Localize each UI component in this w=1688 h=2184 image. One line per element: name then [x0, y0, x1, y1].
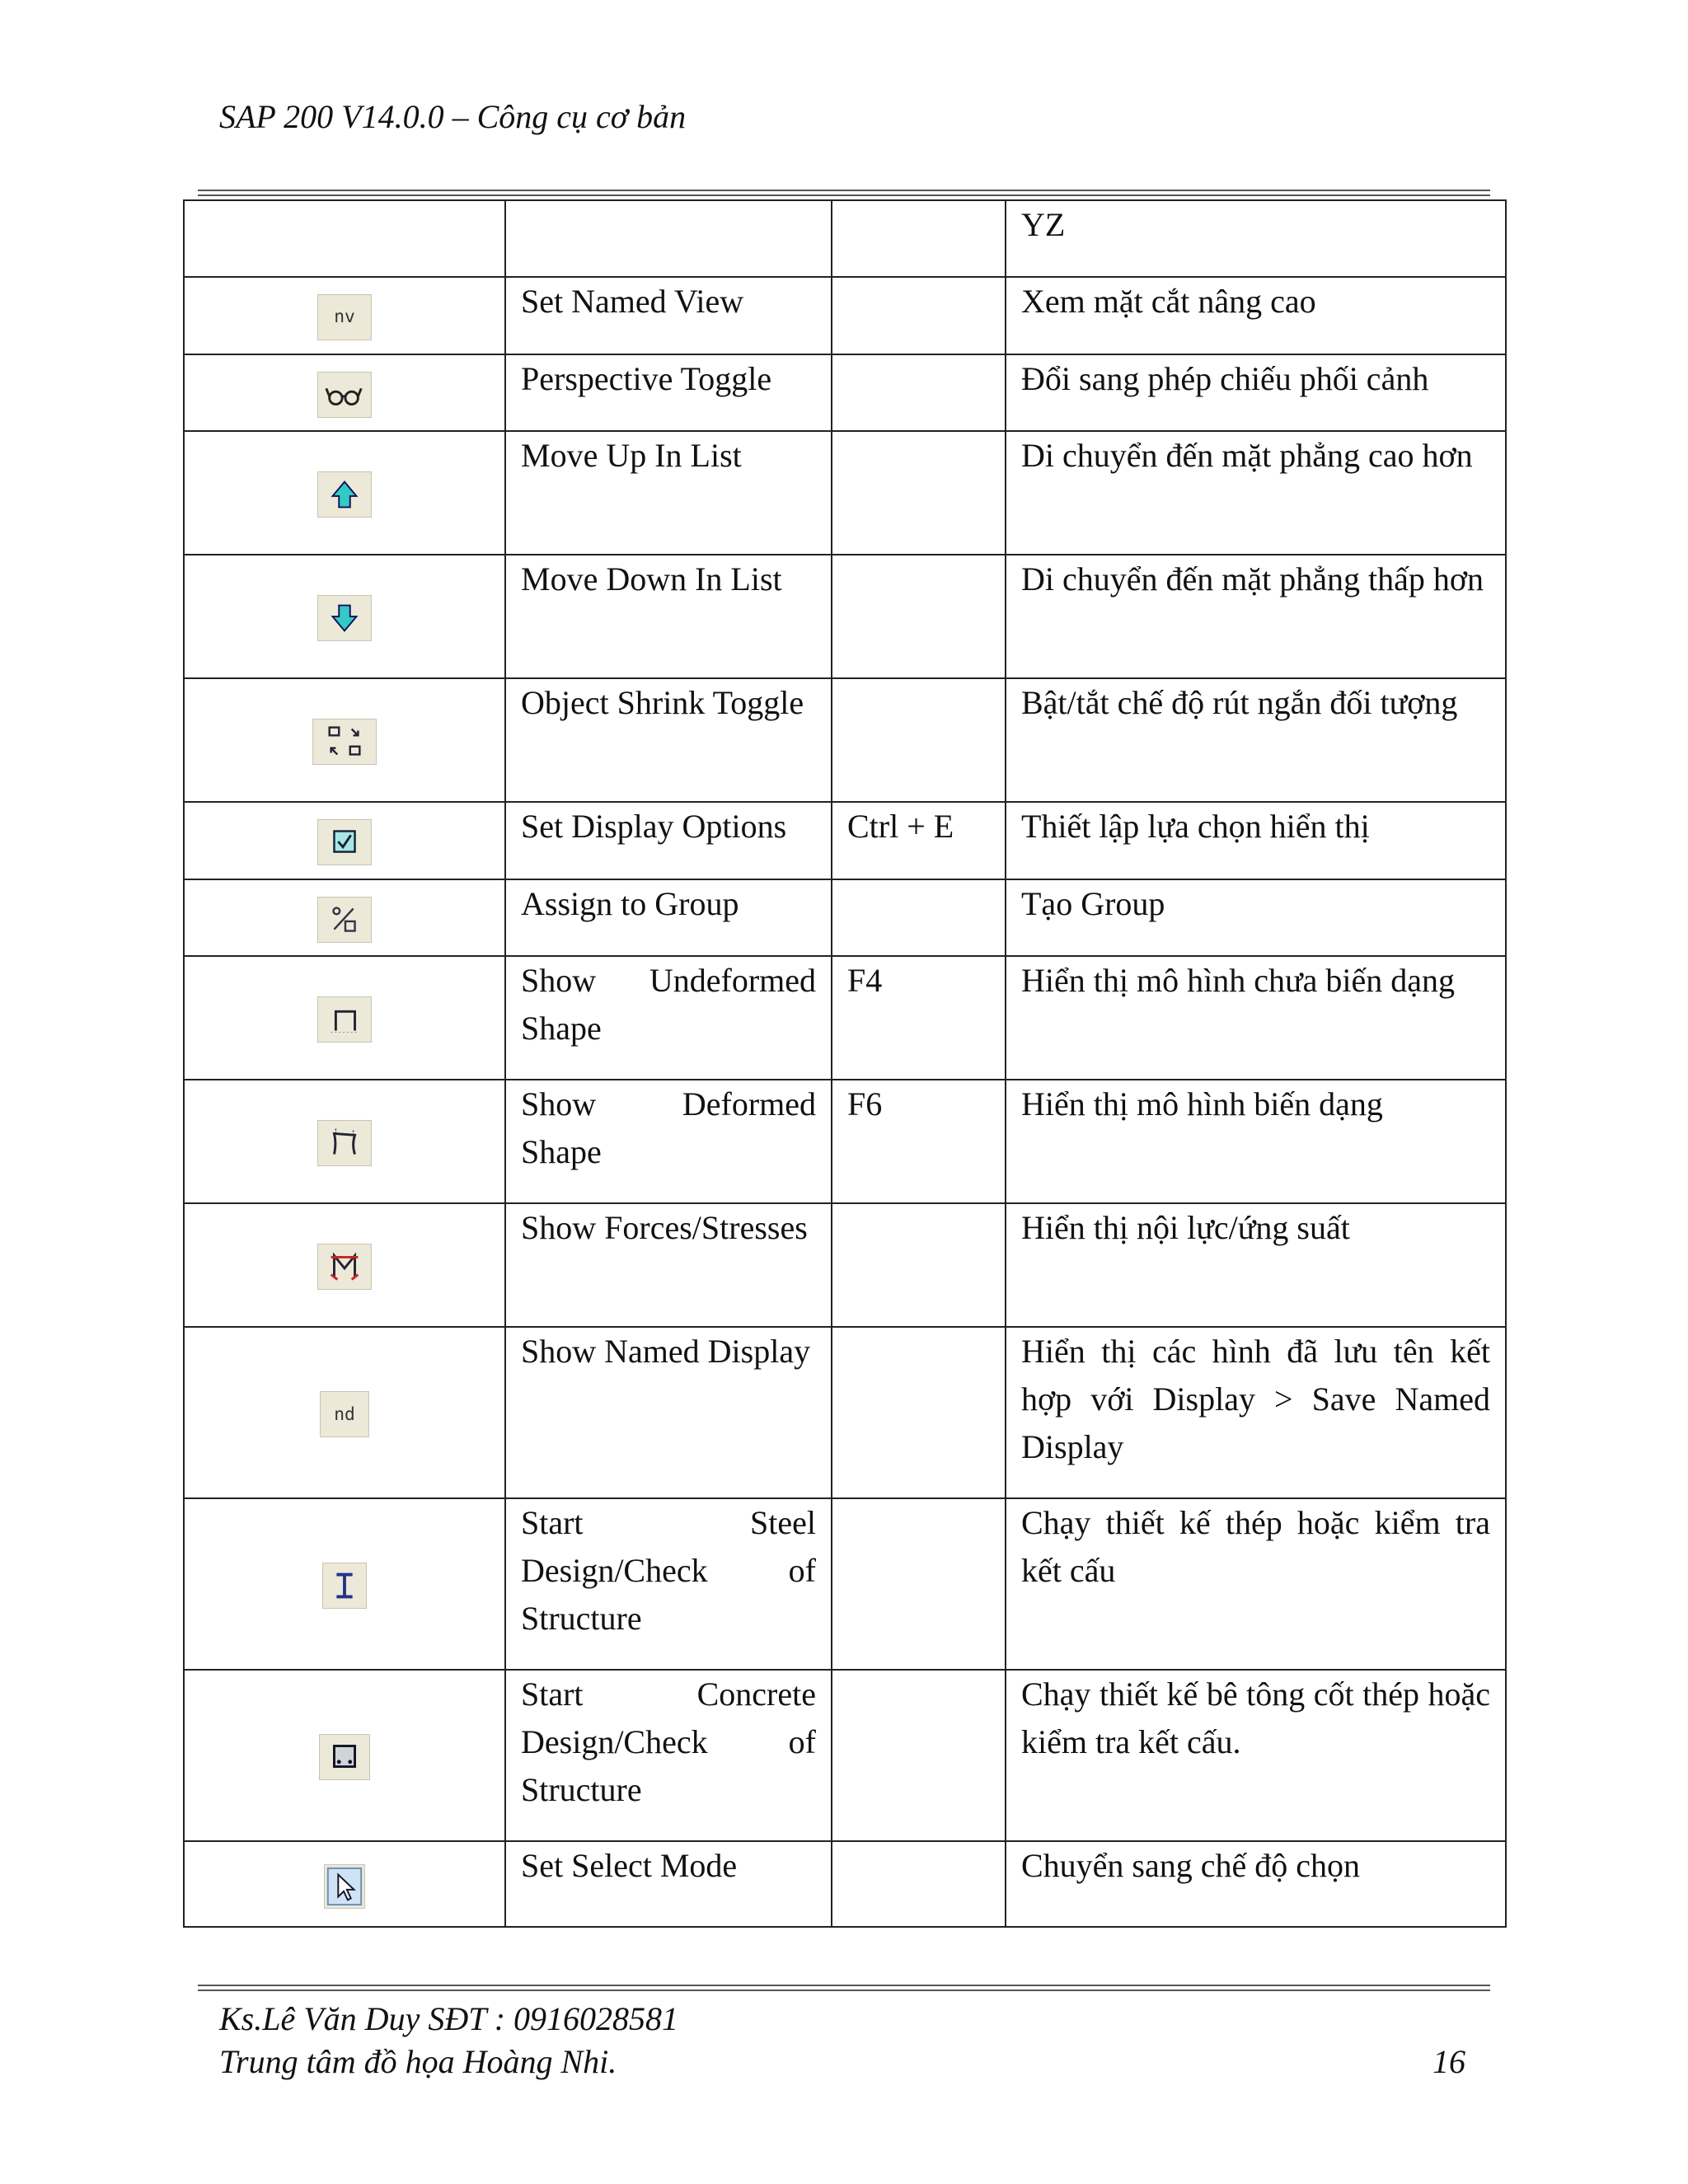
icon-cell [184, 802, 505, 879]
command-shortcut [832, 678, 1006, 802]
command-shortcut [832, 1327, 1006, 1498]
toolbar-command-table [183, 199, 1507, 1928]
object-shrink-icon [312, 719, 377, 765]
command-name: Show Named Display [505, 1327, 832, 1498]
table-row [184, 1841, 1506, 1927]
page-header-title: SAP 200 V14.0.0 – Công cụ cơ bản [219, 98, 687, 135]
command-shortcut [832, 1841, 1006, 1927]
command-description: Chạy thiết kế bê tông cốt thép hoặc kiểm tra kết cấu. [1006, 1670, 1506, 1841]
command-shortcut [832, 277, 1006, 354]
steel-design-icon [322, 1563, 367, 1609]
table-row [184, 1498, 1506, 1670]
icon-cell [184, 1841, 505, 1927]
icon-cell [184, 1498, 505, 1670]
command-name: Show Forces/Stresses [505, 1203, 832, 1327]
command-shortcut [832, 879, 1006, 956]
table-row [184, 200, 1506, 277]
table-row [184, 1327, 1506, 1498]
command-name: Object Shrink Toggle [505, 678, 832, 802]
command-shortcut [832, 200, 1006, 277]
svg-text:nv: nv [334, 307, 355, 328]
perspective-toggle-icon [317, 372, 372, 418]
footer-author-line: Ks.Lê Văn Duy SĐT : 0916028581 [219, 2000, 679, 2037]
icon-cell [184, 200, 505, 277]
page-number: 16 [1432, 2043, 1465, 2080]
command-description: Thiết lập lựa chọn hiển thị [1006, 802, 1506, 879]
command-description: Bật/tắt chế độ rút ngắn đối tượng [1006, 678, 1506, 802]
command-shortcut: F6 [832, 1080, 1006, 1203]
table-row [184, 802, 1506, 879]
command-description: Hiển thị các hình đã lưu tên kết hợp với Display > Save Named Display [1006, 1327, 1506, 1498]
icon-cell [184, 1327, 505, 1498]
command-description: Tạo Group [1006, 879, 1506, 956]
command-name: Set Display Options [505, 802, 832, 879]
table-row [184, 1670, 1506, 1841]
footer-center-line: Trung tâm đồ họa Hoàng Nhi. [219, 2043, 617, 2080]
table-row [184, 354, 1506, 431]
command-shortcut: Ctrl + E [832, 802, 1006, 879]
command-name: Show Undeformed Shape [505, 956, 832, 1080]
icon-cell [184, 1670, 505, 1841]
command-description: Đổi sang phép chiếu phối cảnh [1006, 354, 1506, 431]
footer-text [219, 1998, 678, 2083]
command-description: Hiển thị mô hình biến dạng [1006, 1080, 1506, 1203]
command-description: Di chuyển đến mặt phẳng thấp hơn [1006, 555, 1506, 678]
icon-cell [184, 1203, 505, 1327]
icon-cell [184, 555, 505, 678]
command-description: Hiển thị mô hình chưa biến dạng [1006, 956, 1506, 1080]
table-row [184, 555, 1506, 678]
forces-stresses-icon [317, 1244, 372, 1290]
table-row [184, 678, 1506, 802]
command-name: Assign to Group [505, 879, 832, 956]
command-description: Di chuyển đến mặt phẳng cao hơn [1006, 431, 1506, 555]
command-description: Chạy thiết kế thép hoặc kiểm tra kết cấu [1006, 1498, 1506, 1670]
command-name: Set Named View [505, 277, 832, 354]
command-shortcut [832, 431, 1006, 555]
command-shortcut [832, 354, 1006, 431]
icon-cell [184, 354, 505, 431]
command-name: Set Select Mode [505, 1841, 832, 1927]
command-description: YZ [1006, 200, 1506, 277]
table-row [184, 431, 1506, 555]
table-row [184, 277, 1506, 354]
command-shortcut [832, 1498, 1006, 1670]
command-name [505, 200, 832, 277]
select-mode-icon [324, 1864, 365, 1909]
move-down-icon [317, 595, 372, 641]
command-name: Move Down In List [505, 555, 832, 678]
command-shortcut [832, 555, 1006, 678]
table-row [184, 1203, 1506, 1327]
command-shortcut [832, 1670, 1006, 1841]
undeformed-shape-icon [317, 996, 372, 1043]
command-name: Start Steel Design/Check of Structure [505, 1498, 832, 1670]
command-name: Move Up In List [505, 431, 832, 555]
command-name: Start Concrete Design/Check of Structure [505, 1670, 832, 1841]
icon-cell [184, 1080, 505, 1203]
icon-cell [184, 879, 505, 956]
command-name: Show Deformed Shape [505, 1080, 832, 1203]
table-row [184, 1080, 1506, 1203]
move-up-icon [317, 471, 372, 518]
command-shortcut [832, 1203, 1006, 1327]
named-display-icon [320, 1391, 369, 1437]
table-row [184, 956, 1506, 1080]
command-description: Hiển thị nội lực/ứng suất [1006, 1203, 1506, 1327]
svg-text:nd: nd [334, 1404, 355, 1426]
set-named-view-icon [317, 294, 372, 340]
command-description: Chuyển sang chế độ chọn [1006, 1841, 1506, 1927]
footer-rule [198, 1985, 1490, 1991]
table-row [184, 879, 1506, 956]
icon-cell [184, 431, 505, 555]
command-description: Xem mặt cắt nâng cao [1006, 277, 1506, 354]
assign-group-icon [317, 897, 372, 943]
icon-cell [184, 277, 505, 354]
header-rule [198, 190, 1490, 196]
command-shortcut: F4 [832, 956, 1006, 1080]
icon-cell [184, 678, 505, 802]
display-options-icon [317, 819, 372, 865]
concrete-design-icon [319, 1734, 370, 1780]
icon-cell [184, 956, 505, 1080]
command-name: Perspective Toggle [505, 354, 832, 431]
deformed-shape-icon [317, 1120, 372, 1166]
